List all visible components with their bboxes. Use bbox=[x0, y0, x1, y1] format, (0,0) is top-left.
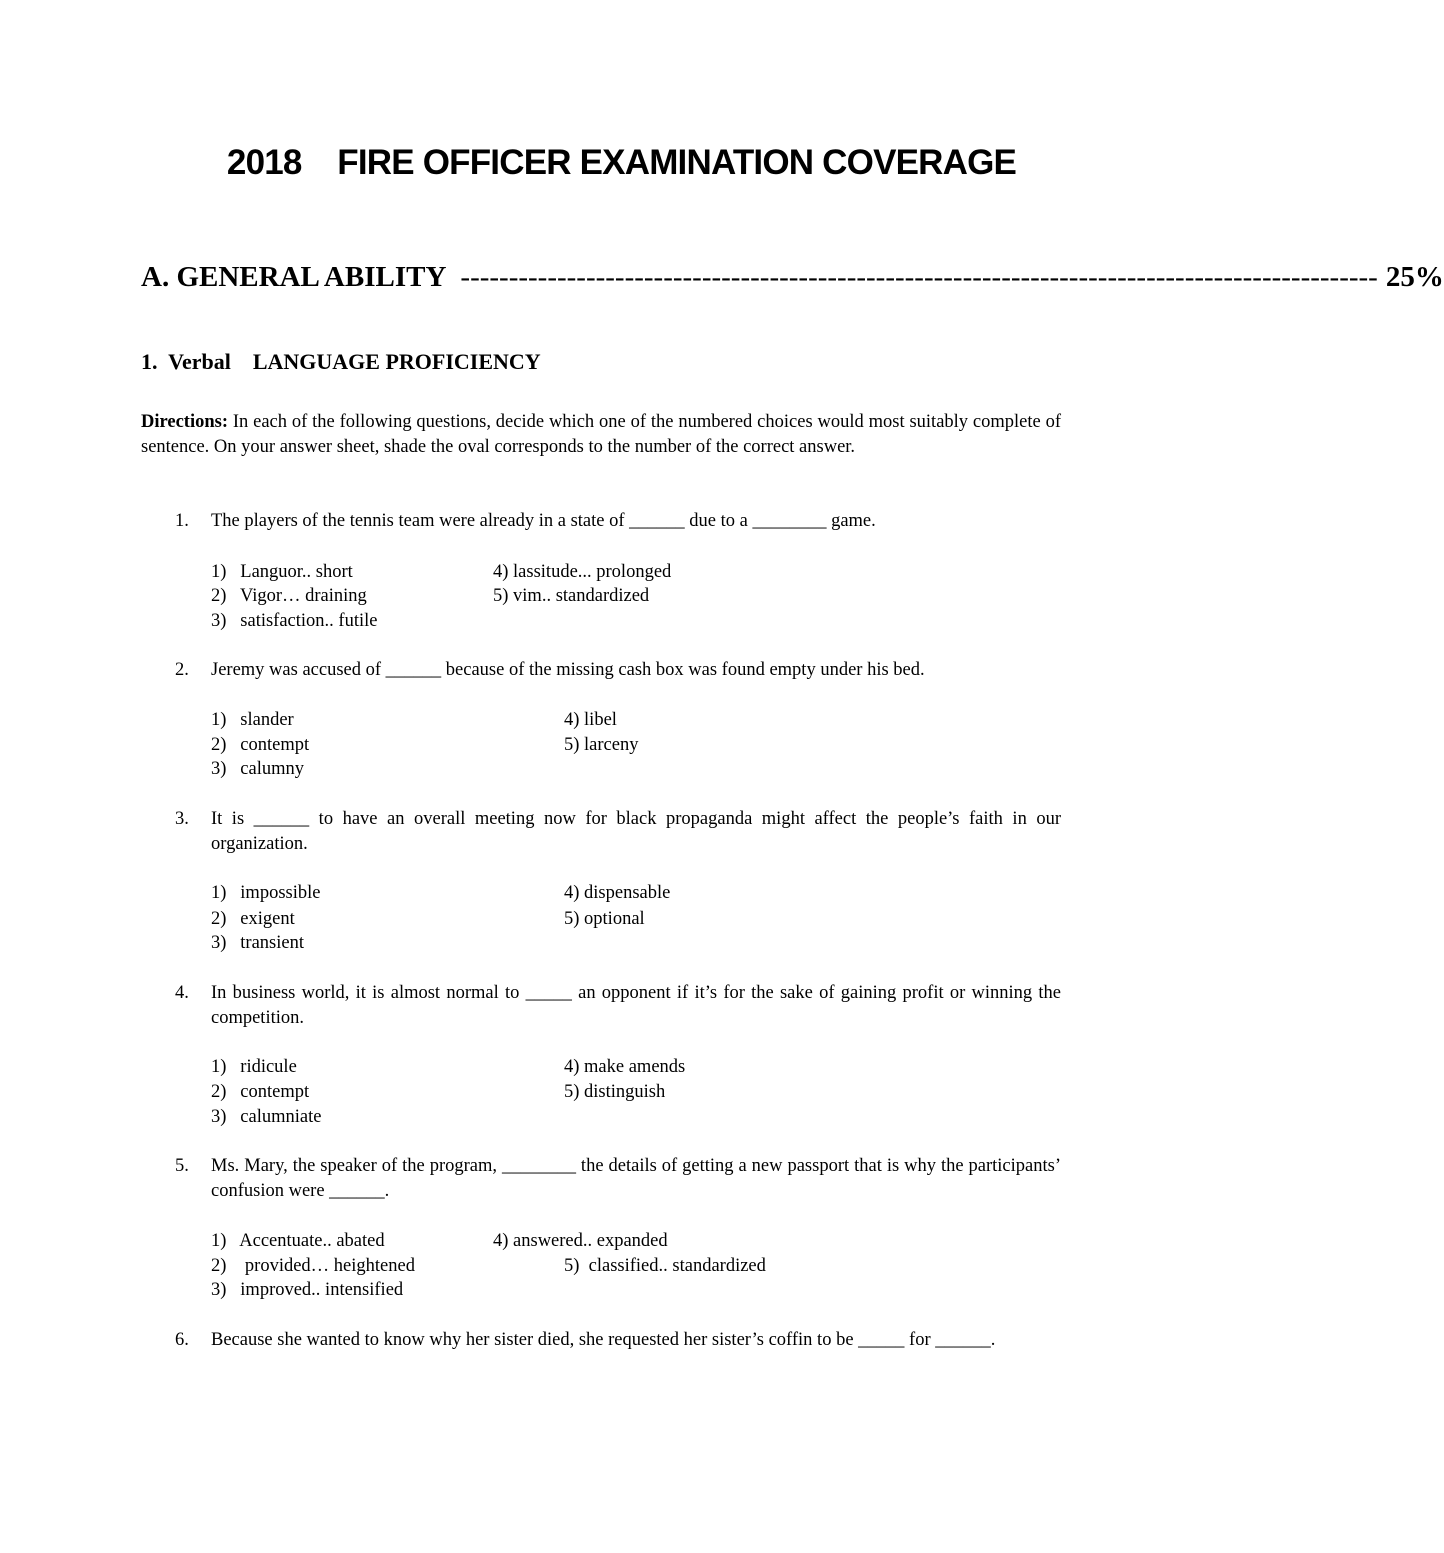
section-heading-general-ability bbox=[141, 261, 1444, 294]
section-leader-dashes: ----------------------------------------------------------------------------------------------- bbox=[460, 261, 1378, 293]
question-2 bbox=[175, 658, 1061, 683]
option: 1) Accentuate.. abated bbox=[211, 1231, 385, 1251]
section-label: A. GENERAL ABILITY bbox=[141, 261, 447, 293]
question-5 bbox=[175, 1154, 1061, 1204]
question-3 bbox=[175, 807, 1061, 857]
option: 2) Vigor… draining bbox=[211, 586, 367, 606]
question-number: 4. bbox=[175, 983, 189, 1003]
option: 2) contempt bbox=[211, 1082, 310, 1102]
question-text: In business world, it is almost normal to _____ an opponent if it’s for the sake of gaining profit or winning the competition. bbox=[211, 983, 1061, 1028]
subsection-heading: 1. Verbal LANGUAGE PROFICIENCY bbox=[141, 349, 541, 374]
page-title: 2018 FIRE OFFICER EXAMINATION COVERAGE bbox=[226, 143, 1017, 182]
question-text: Ms. Mary, the speaker of the program, ________ the details of getting a new passport that is why the participants’ confusion were ______. bbox=[211, 1156, 1061, 1201]
option: 3) calumniate bbox=[211, 1107, 322, 1127]
option: 3) transient bbox=[211, 933, 304, 953]
question-text: The players of the tennis team were already in a state of ______ due to a ________ game. bbox=[211, 511, 876, 531]
directions-text: In each of the following questions, decide which one of the numbered choices would most suitably complete of sentence. On your answer sheet, shade the oval corresponds to the number of the correct answer. bbox=[141, 412, 1061, 457]
option: 3) satisfaction.. futile bbox=[211, 611, 378, 631]
directions-label: Directions: bbox=[141, 412, 228, 432]
option: 5) optional bbox=[564, 909, 645, 929]
section-percent: 25% bbox=[1385, 261, 1444, 293]
option: 5) classified.. standardized bbox=[564, 1256, 766, 1276]
option: 5) vim.. standardized bbox=[493, 586, 650, 606]
question-4 bbox=[175, 981, 1061, 1031]
question-text: It is ______ to have an overall meeting now for black propaganda might affect the people’s faith in our organization. bbox=[211, 809, 1061, 854]
question-6 bbox=[175, 1328, 1061, 1353]
option: 5) distinguish bbox=[564, 1082, 666, 1102]
option: 5) larceny bbox=[564, 735, 639, 755]
option: 4) lassitude... prolonged bbox=[493, 562, 672, 582]
question-number: 1. bbox=[175, 511, 189, 531]
option: 4) libel bbox=[564, 710, 617, 730]
option: 3) calumny bbox=[211, 759, 304, 779]
option: 1) slander bbox=[211, 710, 294, 730]
question-number: 5. bbox=[175, 1156, 189, 1176]
option: 2) provided… heightened bbox=[211, 1256, 415, 1276]
question-number: 2. bbox=[175, 660, 189, 680]
question-number: 3. bbox=[175, 809, 189, 829]
option: 4) make amends bbox=[564, 1057, 686, 1077]
option: 4) dispensable bbox=[564, 883, 671, 903]
option: 1) Languor.. short bbox=[211, 562, 353, 582]
option: 2) contempt bbox=[211, 735, 310, 755]
question-text: Jeremy was accused of ______ because of the missing cash box was found empty under his bed. bbox=[211, 660, 925, 680]
option: 4) answered.. expanded bbox=[493, 1231, 668, 1251]
directions-paragraph bbox=[141, 410, 1061, 460]
question-text: Because she wanted to know why her sister died, she requested her sister’s coffin to be _____ for ______. bbox=[211, 1330, 996, 1350]
question-number: 6. bbox=[175, 1330, 189, 1350]
question-1 bbox=[175, 509, 1061, 534]
option: 3) improved.. intensified bbox=[211, 1280, 404, 1300]
option: 1) ridicule bbox=[211, 1057, 297, 1077]
option: 2) exigent bbox=[211, 909, 295, 929]
option: 1) impossible bbox=[211, 883, 321, 903]
